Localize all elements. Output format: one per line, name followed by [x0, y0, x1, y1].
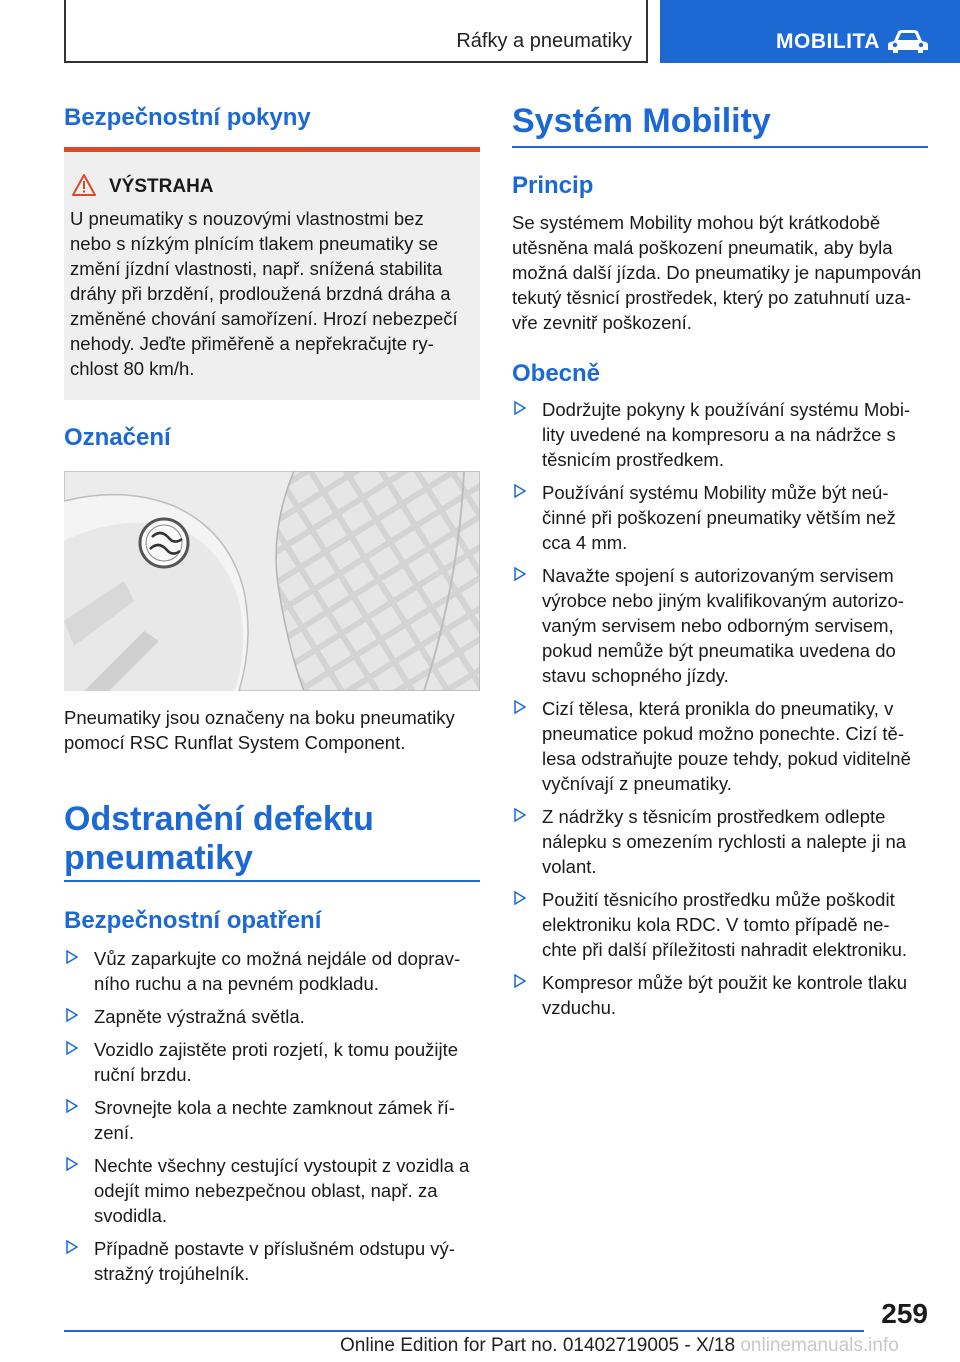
warning-title: VÝSTRAHA: [109, 176, 214, 197]
footer-rule: [64, 1330, 864, 1332]
marking-paragraph: [64, 705, 480, 755]
triangle-bullet-icon: [514, 891, 526, 905]
list-item: Srovnejte kola a nechte zamknout zámek ří- zení.: [64, 1095, 480, 1145]
tire-sidewall-image: [64, 471, 480, 691]
principle-heading: Princip: [512, 172, 594, 199]
triangle-bullet-icon: [514, 808, 526, 822]
safety-heading: Bezpečnostní pokyny: [64, 104, 311, 131]
edition-line: [340, 1335, 899, 1357]
triangle-bullet-icon: [514, 484, 526, 498]
marking-heading: Označení: [64, 424, 171, 451]
measures-heading: Bezpečnostní opatření: [64, 907, 322, 934]
list-item: Kompresor může být použit ke kontrole tlaku vzduchu.: [512, 970, 928, 1020]
defect-heading-line: Odstranění defektu: [64, 800, 374, 838]
edition-text: Online Edition for Part no. 01402719005 - X/18: [340, 1335, 736, 1356]
general-heading: Obecně: [512, 360, 601, 387]
list-item: Dodržujte pokyny k používání systému Mobi- lity uvedené na kompresoru a na nádržce s těsnicím prostředkem.: [512, 397, 928, 472]
warning-triangle-icon: [72, 174, 96, 196]
mobility-heading-rule: [512, 146, 928, 148]
warning-line: nebo s nízkým plnícím tlakem pneumatiky se: [70, 233, 439, 254]
header-section-title: Ráfky a pneumatiky: [456, 30, 632, 52]
list-item: Použití těsnicího prostředku může poškodit elektroniku kola RDC. V tomto případě ne- chte při další příležitosti nahradit elektroniku.: [512, 887, 928, 962]
list-item: Z nádržky s těsnicím prostředkem odlepte nálepku s omezením rychlosti a nalepte ji na volant.: [512, 804, 928, 879]
warning-line: nehody. Jeďte přiměřeně a nepřekračujte ry-: [70, 333, 434, 354]
warning-box: [64, 147, 480, 400]
triangle-bullet-icon: [66, 1157, 78, 1171]
list-item: Zapněte výstražná světla.: [64, 1004, 480, 1029]
measures-list: [64, 946, 480, 1294]
chapter-label: MOBILITA: [776, 30, 880, 53]
mobility-heading: Systém Mobility: [512, 102, 771, 140]
triangle-bullet-icon: [514, 974, 526, 988]
defect-heading-line: pneumatiky: [64, 839, 253, 878]
list-item: Používání systému Mobility může být neú- činné při poškození pneumatiky větším než cca 4 mm.: [512, 480, 928, 555]
triangle-bullet-icon: [66, 950, 78, 964]
defect-heading-rule: [64, 880, 480, 882]
warning-line: dráhy při brzdění, prodloužená brzdná dráha a: [70, 283, 451, 304]
list-item: Vůz zaparkujte co možná nejdále od doprav- ního ruchu a na pevném podkladu.: [64, 946, 480, 996]
list-item: Nechte všechny cestující vystoupit z vozidla a odejít mimo nebezpečnou oblast, např. za svodidla.: [64, 1153, 480, 1228]
marking-line: Pneumatiky jsou označeny na boku pneumatiky: [64, 707, 455, 728]
triangle-bullet-icon: [514, 700, 526, 714]
principle-paragraph: Se systémem Mobility mohou být krátkodobě utěsněna malá poškození pneumatik, aby byla možná další jízda. Do pneumatiky je napumpován tekutý těsnicí prostředek, který po zatuhnutí uza- vře zevnitř poškození.: [512, 212, 922, 333]
tire-illustration: [64, 471, 480, 691]
list-item: Navažte spojení s autorizovaným servisem výrobce nebo jiným kvalifikovaným autorizo- vaným servisem nebo odborným servisem, pokud nemůže být pneumatika uvedena do stavu schopného jízdy.: [512, 563, 928, 688]
header-section-box: [64, 0, 648, 63]
list-item: Cizí tělesa, která pronikla do pneumatiky, v pneumatice pokud možno ponechte. Cizí tě- lesa odstraňujte pouze tehdy, pokud viditelně vyčnívají z pneumatiky.: [512, 696, 928, 796]
defect-heading: [64, 800, 374, 878]
warning-line: chlost 80 km/h.: [70, 358, 195, 379]
page-number: 259: [881, 1298, 928, 1329]
warning-text: [70, 206, 470, 381]
triangle-bullet-icon: [514, 401, 526, 415]
triangle-bullet-icon: [66, 1240, 78, 1254]
warning-line: U pneumatiky s nouzovými vlastnostmi bez: [70, 208, 424, 229]
warning-line: změněné chování samořízení. Hrozí nebezpečí: [70, 308, 458, 329]
list-item: Případně postavte v příslušném odstupu vý- stražný trojúhelník.: [64, 1236, 480, 1286]
triangle-bullet-icon: [66, 1041, 78, 1055]
triangle-bullet-icon: [66, 1099, 78, 1113]
watermark-text: onlinemanuals.info: [740, 1335, 899, 1356]
car-icon: [888, 28, 928, 54]
triangle-bullet-icon: [66, 1008, 78, 1022]
list-item: Vozidlo zajistěte proti rozjetí, k tomu použijte ruční brzdu.: [64, 1037, 480, 1087]
marking-line: pomocí RSC Runflat System Component.: [64, 732, 406, 753]
chapter-tab: [660, 0, 960, 63]
triangle-bullet-icon: [514, 567, 526, 581]
warning-line: změní jízdní vlastnosti, např. snížená stabilita: [70, 258, 443, 279]
general-list: [512, 397, 928, 1028]
